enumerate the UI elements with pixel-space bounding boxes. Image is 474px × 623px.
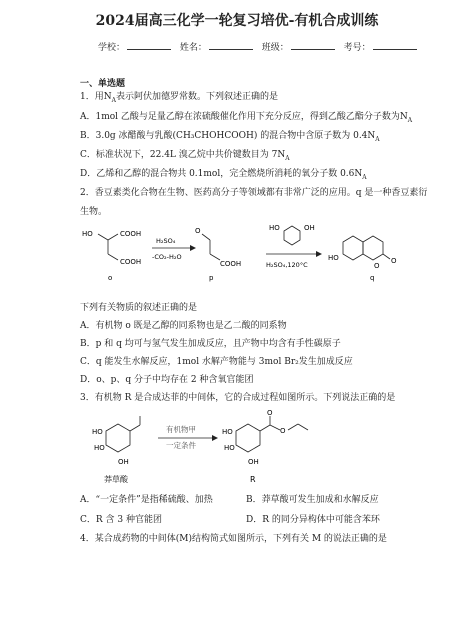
o-cooh-bottom: COOH <box>120 258 142 266</box>
q4-stem: 4．某合成药物的中间体(M)结构简式如图所示，下列有关 M 的说法正确的是 <box>80 534 387 544</box>
label-p: p <box>209 274 214 282</box>
q1-option-a: A．1mol 乙酸与足量乙醇在浓硫酸催化作用下充分反应，得到乙酸乙酯分子数为$N_A$ <box>80 112 413 124</box>
q-ring-o: O <box>374 262 380 270</box>
shikimic-oh: OH <box>118 458 129 466</box>
q1-option-b: B．3.0g 冰醋酸与乳酸(CH₃CHOHCOOH) 的混合物中含原子数为 $0.4N_A$ <box>80 131 380 143</box>
q3-option-c: C．R 含 3 种官能团 <box>80 515 162 525</box>
school-label: 学校： <box>98 43 126 53</box>
arrow1-top-label: H₂SO₄ <box>156 237 176 245</box>
q2-option-b: B．p 和 q 均可与氢气发生加成反应，且产物中均含有手性碳原子 <box>80 339 341 349</box>
label-q: q <box>370 274 375 282</box>
section-heading: 一、单选题 <box>80 79 126 89</box>
arrow1-bottom-label: -CO₂-H₂O <box>152 253 182 261</box>
r-ester-o: O <box>280 427 286 435</box>
r-oh: OH <box>248 458 259 466</box>
r-ho1: HO <box>222 428 233 436</box>
q1-option-c: C．标准状况下，22.4L 溴乙烷中共价键数目为 $7N_A$ <box>80 150 290 162</box>
q3-arrow-top: 有机物甲 <box>166 425 196 434</box>
name-blank[interactable] <box>209 41 253 50</box>
q2-reaction-scheme <box>78 222 418 292</box>
r-carbonyl-o: O <box>267 409 273 417</box>
q2-question: 下列有关物质的叙述正确的是 <box>80 303 198 313</box>
molecule-q <box>343 236 390 260</box>
q2-option-a: A．有机物 o 既是乙醇的同系物也是乙二酸的同系物 <box>80 321 287 331</box>
q3-option-a: A．“一定条件”是指稀硫酸、加热 <box>80 495 213 505</box>
o-ho-label: HO <box>82 230 93 238</box>
student-info-line <box>98 40 423 53</box>
class-label: 班级： <box>261 43 289 53</box>
resorcinol-oh: OH <box>304 224 315 232</box>
q2-stem-line1: 2．香豆素类化合物在生物、医药高分子等领域都有非常广泛的应用。q 是一种香豆素衍 <box>80 188 428 198</box>
r-ho2: HO <box>224 444 235 452</box>
class-blank[interactable] <box>291 41 335 50</box>
q3-arrow-bottom: 一定条件 <box>166 441 196 450</box>
q-carbonyl-o: O <box>391 257 397 265</box>
page-title: 2024届高三化学一轮复习培优-有机合成训练 <box>95 13 379 29</box>
arrow2-bottom-label: H₂SO₄,120°C <box>266 261 308 269</box>
resorcinol-ho: HO <box>269 224 280 232</box>
q3-reaction-scheme <box>78 408 378 490</box>
label-shikimic-acid: 莽草酸 <box>104 475 128 484</box>
q3-option-b: B．莽草酸可发生加成和水解反应 <box>246 495 379 505</box>
q1-option-d: D．乙烯和乙醇的混合物共 0.1mol，完全燃烧所消耗的氧分子数 $0.6N_A$ <box>80 169 367 181</box>
q1-stem: 1．用$N_A$表示阿伏加德罗常数。下列叙述正确的是 <box>80 92 278 104</box>
name-label: 姓名： <box>179 43 207 53</box>
shikimic-acid <box>106 416 140 452</box>
q-ho-label: HO <box>328 254 339 262</box>
molecule-p <box>202 234 220 260</box>
label-r: R <box>250 475 256 484</box>
school-blank[interactable] <box>127 41 171 50</box>
q3-stem: 3．有机物 R 是合成达菲的中间体，它的合成过程如图所示。下列说法正确的是 <box>80 393 396 403</box>
shikimic-ho2: HO <box>94 444 105 452</box>
molecule-o <box>98 234 118 260</box>
q2-option-d: D．o、p、q 分子中均存在 2 种含氧官能团 <box>80 375 254 385</box>
p-cooh: COOH <box>220 260 242 268</box>
label-o: o <box>108 274 113 282</box>
exam-no-blank[interactable] <box>373 41 417 50</box>
p-o-atom: O <box>195 227 201 235</box>
q3-option-d: D．R 的同分异构体中可能含苯环 <box>246 515 380 525</box>
resorcinol <box>284 226 300 245</box>
exam-no-label: 考号： <box>343 43 371 53</box>
shikimic-ho1: HO <box>92 428 103 436</box>
o-cooh-top: COOH <box>120 230 142 238</box>
q2-stem-line2: 生物。 <box>80 207 108 217</box>
molecule-r <box>236 416 308 452</box>
q2-option-c: C．q 能发生水解反应，1mol 水解产物能与 3mol Br₂发生加成反应 <box>80 357 353 367</box>
